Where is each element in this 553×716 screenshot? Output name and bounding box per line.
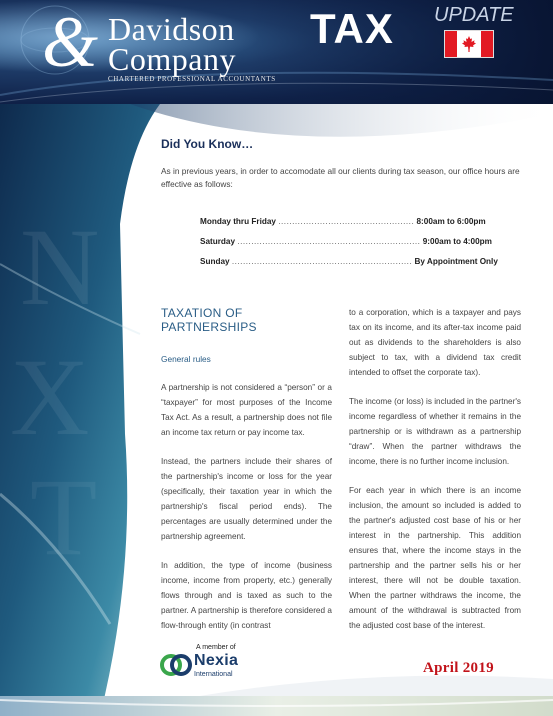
issue-date: April 2019 [423,660,494,676]
hours-day: Monday thru Friday [200,217,276,226]
company-logo-ampersand: & [42,2,99,82]
header-banner [0,0,553,104]
hours-time: 8:00am to 6:00pm [416,217,486,226]
hours-leader-dots: ................................................................. [231,257,413,266]
tax-heading: TAX [310,5,394,52]
hours-leader-dots: .................................................................. [237,237,421,246]
did-you-know-heading: Did You Know… [161,137,254,151]
hours-time: By Appointment Only [414,257,498,266]
svg-text:X: X [10,336,90,458]
hours-day: Saturday [200,237,236,246]
bottom-decorative-strip [0,696,553,716]
member-of-text: A member of [196,644,236,651]
hours-time: 9:00am to 4:00pm [422,237,492,246]
article-paragraph: For each year in which there is an income inclusion, the amount so included is added to the partner's adjusted cost base of his or her interest in the partnership. This addition ensures that, where the income stays in the partnership and the partner sells his or her interest, there will not be double taxation. When the partner withdraws the income, the amount of the withdrawal is subtracted from the adjusted cost base of the interest. [349,486,521,630]
svg-text:N: N [20,206,100,328]
office-hours-table [200,216,500,276]
article-paragraph: Instead, the partners include their shares of the partnership's income or loss for the year (specifically, their taxation year in which the partnership's fiscal period ends). The percentages are usually determined under the partnership agreement. [161,457,332,541]
hours-leader-dots: ................................................. [278,217,415,226]
article-paragraph: to a corporation, which is a taxpayer and pays tax on its income, and its after-tax income paid out as dividends to the shareholders is also subject to tax, with a dividend tax credit intended to offset the corporate tax). [349,308,521,377]
office-hours-row [200,216,500,236]
flag-red-bar-right [481,31,493,57]
nexia-brand-text: Nexia [194,652,239,669]
hours-day: Sunday [200,257,230,266]
flag-red-bar-left [445,31,457,57]
nexia-logo [160,641,280,685]
canada-flag-icon [444,30,494,58]
office-hours-row [200,256,500,276]
office-hours-row [200,236,500,256]
article-paragraph: The income (or loss) is included in the partner's income regardless of whether it remains in the partnership or is withdrawn as a partnership “draw”. When the partner withdraws the income, there is no further income inclusion. [349,397,521,466]
svg-text:T: T [30,456,98,578]
article-column-left [161,380,332,647]
article-paragraph: A partnership is not considered a “person” or a “taxpayer” for most purposes of the Income Tax Act. As a result, a partnership does not file an income tax return or pay income tax. [161,383,332,437]
office-hours-intro: As in previous years, in order to accomodate all our clients during tax season, our office hours are effective as follows: [161,166,520,189]
article-column-right [349,305,521,647]
update-heading: UPDATE [434,4,514,26]
article-subtitle: General rules [161,354,211,364]
maple-leaf-icon [462,36,476,52]
nexia-international-text: International [194,671,233,678]
company-name-line1: Davidson [108,11,235,47]
nexia-mark-icon [160,651,192,679]
article-title: TAXATION OF PARTNERSHIPS [161,306,257,334]
company-name-line2: Company [108,41,236,77]
company-tagline: CHARTERED PROFESSIONAL ACCOUNTANTS [108,75,276,83]
article-paragraph: In addition, the type of income (business income, income from property, etc.) generally flows through and is taxed as such to the partner. A partnership is therefore considered a flow-through entity (in contrast [161,561,332,630]
